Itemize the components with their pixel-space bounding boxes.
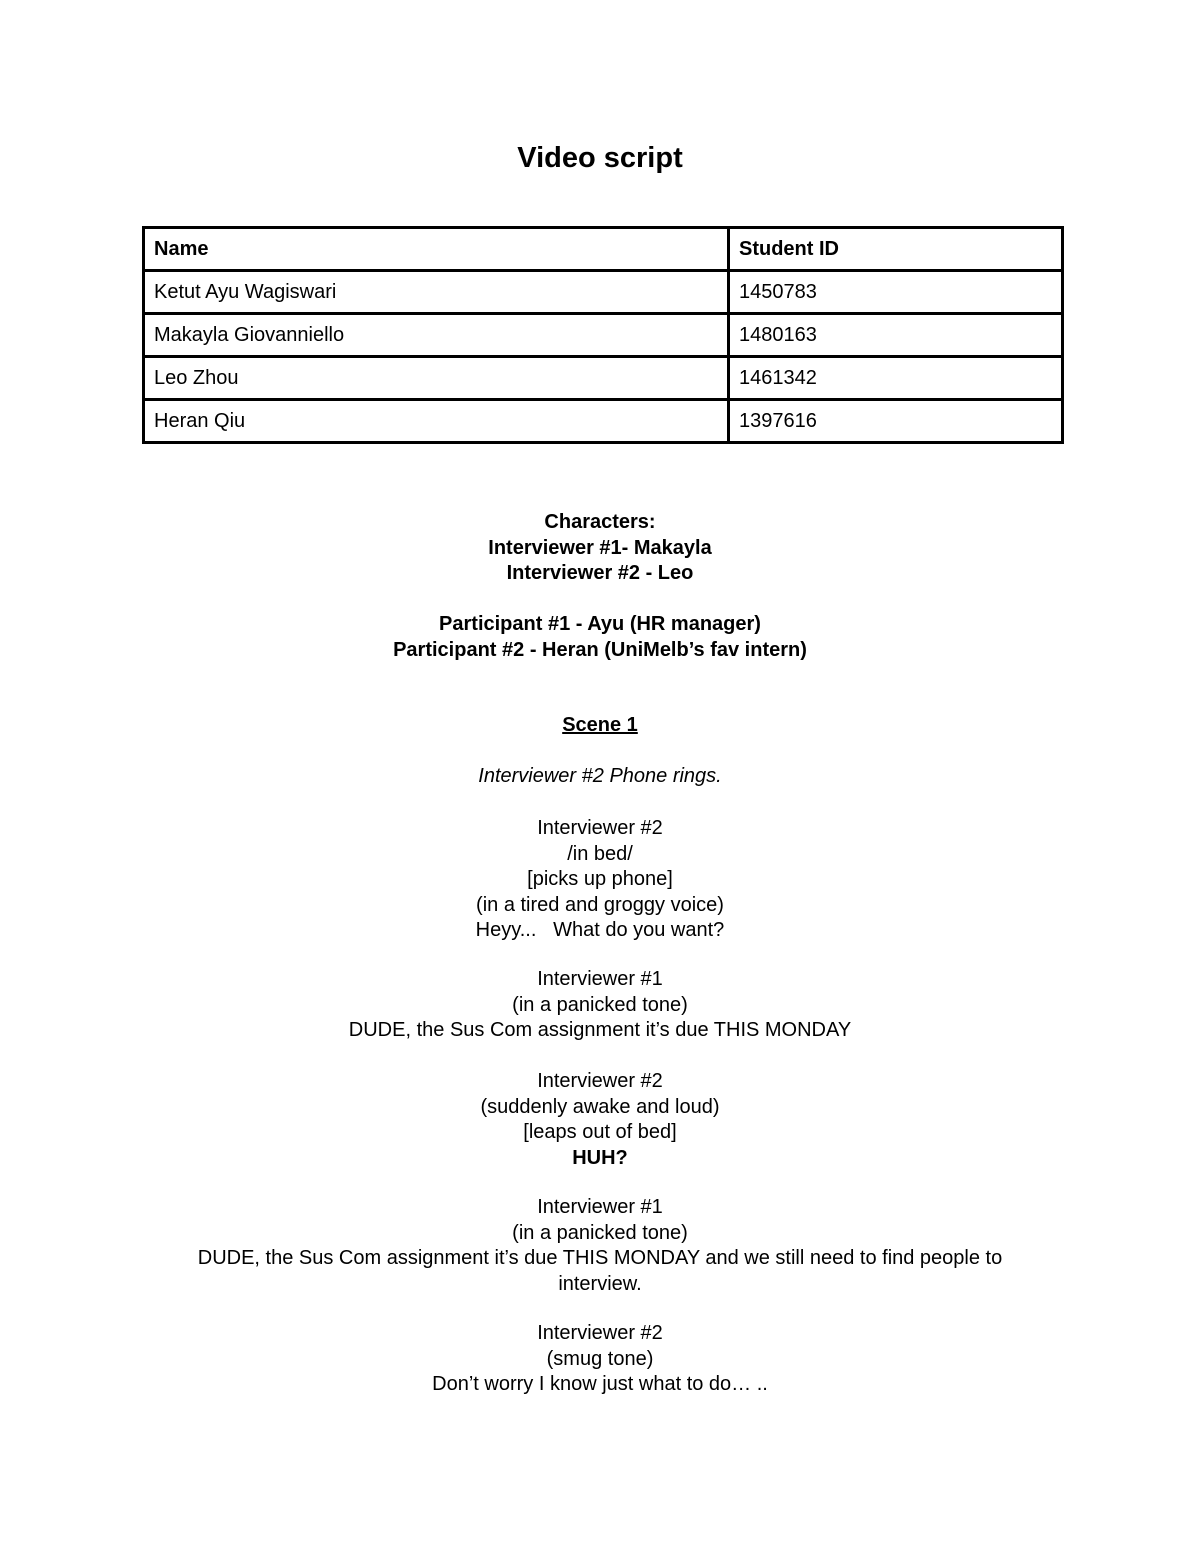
member-name: Leo Zhou — [144, 357, 729, 400]
member-student-id: 1397616 — [729, 400, 1063, 443]
dialogue-line: interview. — [558, 1272, 642, 1295]
member-name: Makayla Giovanniello — [144, 314, 729, 357]
member-name: Ketut Ayu Wagiswari — [144, 271, 729, 314]
dialogue-block — [120, 1321, 1080, 1398]
dialogue-line: (in a panicked tone) — [512, 1221, 688, 1244]
member-student-id: 1480163 — [729, 314, 1063, 357]
characters-heading: Characters: — [544, 511, 656, 533]
dialogue-block — [120, 967, 1080, 1044]
dialogue-speaker: Interviewer #1 — [537, 1196, 663, 1218]
table-row — [144, 400, 1063, 443]
dialogue-block — [120, 1195, 1080, 1297]
character-participant-2: Participant #2 - Heran (UniMelb’s fav intern) — [393, 638, 807, 661]
dialogue-line: Heyy... What do you want? — [475, 919, 725, 941]
stage-direction — [120, 764, 1080, 790]
dialogue-line: Don’t worry I know just what to do… .. — [432, 1373, 768, 1395]
member-student-id: 1450783 — [729, 271, 1063, 314]
dialogue-speaker: Interviewer #2 — [537, 817, 663, 839]
stage-direction-text: Interviewer #2 Phone rings. — [478, 765, 722, 787]
character-interviewer-2: Interviewer #2 - Leo — [506, 562, 694, 584]
scene-heading: Scene 1 — [562, 714, 638, 736]
table-row — [144, 271, 1063, 314]
scene-heading-block — [120, 713, 1080, 739]
dialogue-line: (smug tone) — [546, 1347, 654, 1370]
table-row — [144, 314, 1063, 357]
column-header-student-id: Student ID — [729, 228, 1063, 271]
member-student-id: 1461342 — [729, 357, 1063, 400]
character-interviewer-1: Interviewer #1- Makayla — [488, 536, 712, 559]
dialogue-speaker: Interviewer #2 — [537, 1322, 663, 1344]
dialogue-line: HUH? — [572, 1146, 628, 1169]
dialogue-speaker: Interviewer #1 — [537, 968, 663, 990]
dialogue-block — [120, 1069, 1080, 1171]
column-header-name: Name — [144, 228, 729, 271]
table-row — [144, 357, 1063, 400]
dialogue-line: DUDE, the Sus Com assignment it’s due THIS MONDAY — [348, 1019, 852, 1041]
dialogue-line: /in bed/ — [567, 842, 633, 865]
dialogue-line: (in a panicked tone) — [512, 993, 688, 1016]
page-title: Video script — [517, 142, 683, 174]
dialogue-line: (in a tired and groggy voice) — [476, 893, 724, 916]
dialogue-line: [leaps out of bed] — [523, 1121, 677, 1143]
character-participant-1: Participant #1 - Ayu (HR manager) — [439, 613, 761, 635]
members-table — [142, 226, 1064, 444]
dialogue-line: (suddenly awake and loud) — [480, 1095, 720, 1118]
participants-section — [120, 612, 1080, 663]
characters-section — [120, 510, 1080, 587]
member-name: Heran Qiu — [144, 400, 729, 443]
dialogue-speaker: Interviewer #2 — [537, 1070, 663, 1092]
dialogue-line: [picks up phone] — [527, 868, 673, 890]
dialogue-block — [120, 816, 1080, 944]
table-header-row — [144, 228, 1063, 271]
dialogue-line: DUDE, the Sus Com assignment it’s due THIS MONDAY and we still need to find people to — [197, 1247, 1003, 1269]
